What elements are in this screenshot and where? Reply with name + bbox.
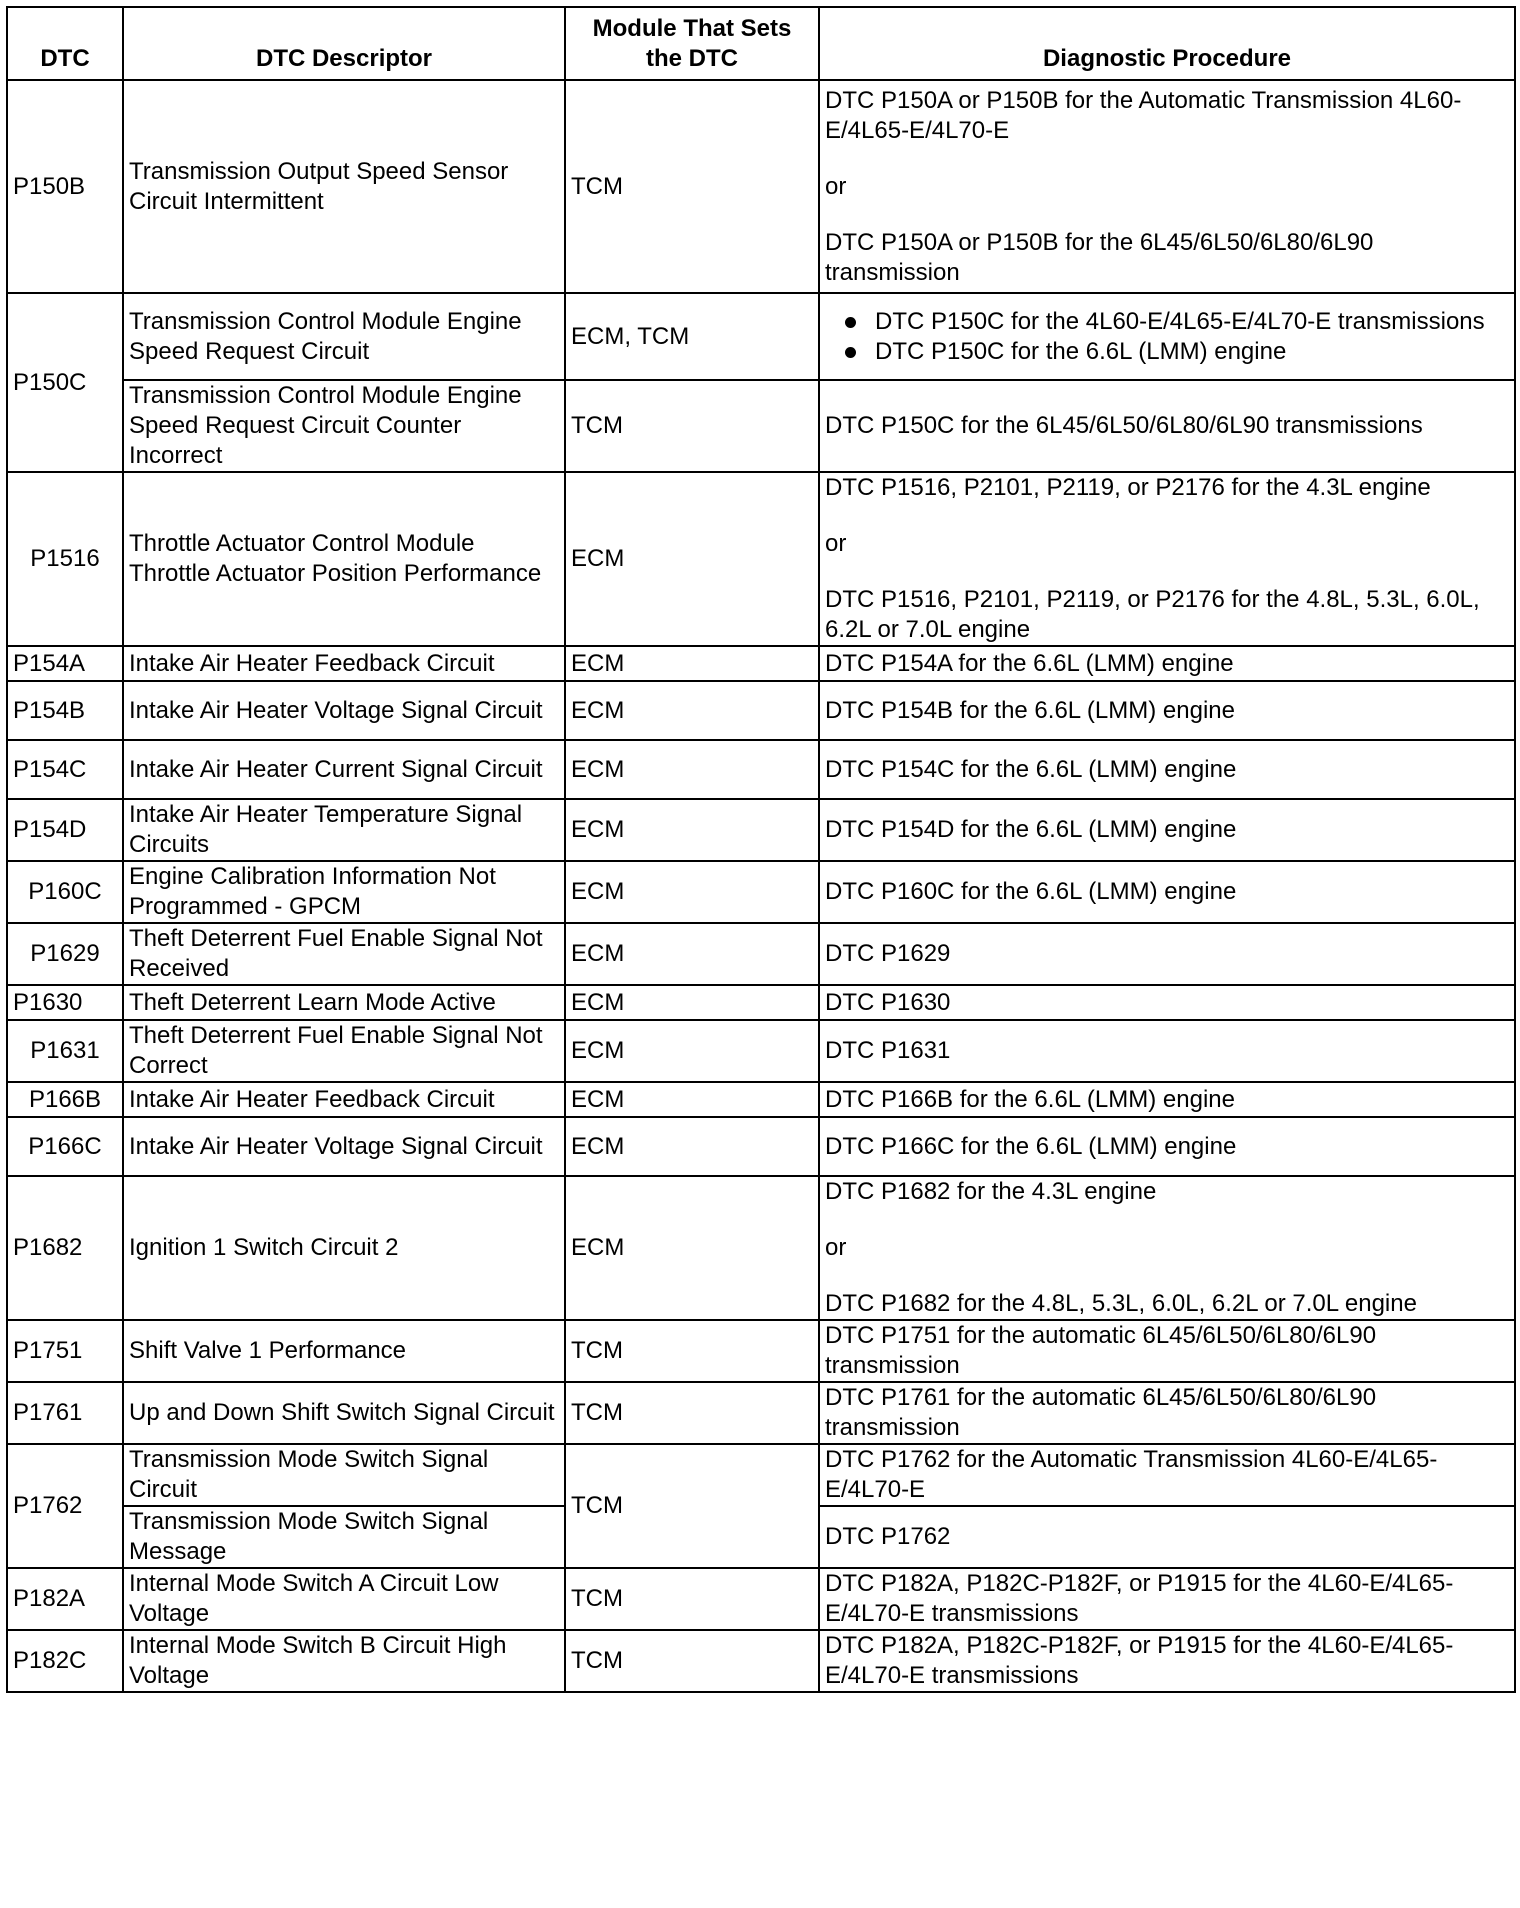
table-row xyxy=(7,293,1515,380)
header-dtc: DTC xyxy=(7,7,123,80)
table-row xyxy=(7,740,1515,799)
table-row xyxy=(7,80,1515,293)
dtc-module: TCM xyxy=(565,380,819,472)
dtc-module: TCM xyxy=(565,1630,819,1692)
diagnostic-procedure xyxy=(819,861,1515,923)
header-module: Module That Sets the DTC xyxy=(565,7,819,80)
table-row xyxy=(7,1444,1515,1506)
dtc-code: P160C xyxy=(7,861,123,923)
diagnostic-procedure xyxy=(819,740,1515,799)
dtc-code: P1631 xyxy=(7,1020,123,1082)
dtc-code: P1751 xyxy=(7,1320,123,1382)
dtc-code: P182A xyxy=(7,1568,123,1630)
dtc-module: ECM xyxy=(565,646,819,681)
dtc-descriptor: Internal Mode Switch A Circuit Low Voltage xyxy=(123,1568,565,1630)
dtc-code: P166C xyxy=(7,1117,123,1176)
or-text: or xyxy=(825,172,847,200)
procedure-link[interactable]: DTC P150C for the 6L45/6L50/6L80/6L90 transmissions xyxy=(825,412,1423,439)
procedure-link[interactable]: DTC P154C for the 6.6L (LMM) engine xyxy=(825,755,1237,783)
dtc-code: P1682 xyxy=(7,1176,123,1320)
dtc-module: ECM xyxy=(565,985,819,1020)
procedure-link[interactable]: DTC P1762 xyxy=(825,1523,951,1550)
dtc-module: TCM xyxy=(565,1320,819,1382)
dtc-descriptor: Up and Down Shift Switch Signal Circuit xyxy=(123,1382,565,1444)
table-row xyxy=(7,923,1515,985)
diagnostic-procedure xyxy=(819,1630,1515,1692)
dtc-document xyxy=(6,6,1514,1693)
procedure-link[interactable]: DTC P1682 for the 4.8L, 5.3L, 6.0L, 6.2L or 7.0L engine xyxy=(825,1290,1417,1317)
table-row xyxy=(7,681,1515,740)
procedure-link[interactable]: DTC P1516, P2101, P2119, or P2176 for the 4.8L, 5.3L, 6.0L, 6.2L or 7.0L engine xyxy=(825,586,1480,643)
procedure-link[interactable]: DTC P154A for the 6.6L (LMM) engine xyxy=(825,649,1234,677)
table-row xyxy=(7,1176,1515,1320)
dtc-descriptor: Intake Air Heater Temperature Signal Circuits xyxy=(123,799,565,861)
or-text: or xyxy=(825,530,847,557)
or-text: or xyxy=(825,1234,847,1261)
table-row xyxy=(7,1020,1515,1082)
procedure-link[interactable]: DTC P1516, P2101, P2119, or P2176 for the 4.3L engine xyxy=(825,474,1431,501)
dtc-module: ECM xyxy=(565,861,819,923)
dtc-module: ECM xyxy=(565,1117,819,1176)
dtc-module: TCM xyxy=(565,1382,819,1444)
dtc-code: P154A xyxy=(7,646,123,681)
procedure-link[interactable]: DTC P160C for the 6.6L (LMM) engine xyxy=(825,878,1237,905)
procedure-bullet-list xyxy=(825,307,1509,367)
diagnostic-procedure xyxy=(819,923,1515,985)
diagnostic-procedure xyxy=(819,1176,1515,1320)
diagnostic-procedure xyxy=(819,1082,1515,1117)
procedure-link[interactable]: DTC P1629 xyxy=(825,940,951,967)
dtc-module: ECM xyxy=(565,799,819,861)
procedure-link[interactable]: DTC P1761 for the automatic 6L45/6L50/6L80/6L90 transmission xyxy=(825,1384,1377,1441)
dtc-code: P182C xyxy=(7,1630,123,1692)
dtc-code: P154D xyxy=(7,799,123,861)
diagnostic-procedure xyxy=(819,380,1515,472)
dtc-module: ECM xyxy=(565,472,819,646)
dtc-module: ECM xyxy=(565,740,819,799)
dtc-descriptor: Transmission Control Module Engine Speed Request Circuit Counter Incorrect xyxy=(123,380,565,472)
procedure-link[interactable]: DTC P1630 xyxy=(825,988,951,1016)
procedure-link[interactable]: DTC P1762 for the Automatic Transmission 4L60-E/4L65-E/4L70-E xyxy=(825,1446,1438,1503)
procedure-link[interactable]: DTC P150C for the 6.6L (LMM) engine xyxy=(875,337,1509,367)
diagnostic-procedure xyxy=(819,1506,1515,1568)
table-row xyxy=(7,861,1515,923)
diagnostic-procedure xyxy=(819,681,1515,740)
dtc-code: P154C xyxy=(7,740,123,799)
procedure-link[interactable]: DTC P154B for the 6.6L (LMM) engine xyxy=(825,696,1235,724)
dtc-descriptor: Transmission Control Module Engine Speed Request Circuit xyxy=(123,293,565,380)
dtc-code: P150C xyxy=(7,293,123,472)
dtc-code: P154B xyxy=(7,681,123,740)
diagnostic-procedure xyxy=(819,1444,1515,1506)
dtc-code: P166B xyxy=(7,1082,123,1117)
diagnostic-procedure xyxy=(819,1117,1515,1176)
dtc-module: TCM xyxy=(565,1444,819,1568)
table-row xyxy=(7,1082,1515,1117)
dtc-module: ECM xyxy=(565,923,819,985)
table-row xyxy=(7,799,1515,861)
diagnostic-procedure xyxy=(819,646,1515,681)
table-row xyxy=(7,1382,1515,1444)
dtc-descriptor: Intake Air Heater Current Signal Circuit xyxy=(123,740,565,799)
header-descriptor: DTC Descriptor xyxy=(123,7,565,80)
procedure-link[interactable]: DTC P154D for the 6.6L (LMM) engine xyxy=(825,816,1237,843)
table-row xyxy=(7,1117,1515,1176)
diagnostic-procedure xyxy=(819,985,1515,1020)
table-row xyxy=(7,985,1515,1020)
dtc-descriptor: Shift Valve 1 Performance xyxy=(123,1320,565,1382)
dtc-descriptor: Intake Air Heater Feedback Circuit xyxy=(123,1082,565,1117)
dtc-module: ECM xyxy=(565,1082,819,1117)
diagnostic-procedure xyxy=(819,293,1515,380)
dtc-descriptor: Engine Calibration Information Not Programmed - GPCM xyxy=(123,861,565,923)
dtc-descriptor: Ignition 1 Switch Circuit 2 xyxy=(123,1176,565,1320)
dtc-descriptor: Transmission Output Speed Sensor Circuit Intermittent xyxy=(123,80,565,293)
procedure-link[interactable]: DTC P1751 for the automatic 6L45/6L50/6L80/6L90 transmission xyxy=(825,1322,1377,1379)
header-procedure: Diagnostic Procedure xyxy=(819,7,1515,80)
dtc-descriptor: Transmission Mode Switch Signal Circuit xyxy=(123,1444,565,1506)
procedure-link[interactable]: DTC P1682 for the 4.3L engine xyxy=(825,1178,1157,1205)
diagnostic-procedure xyxy=(819,799,1515,861)
dtc-descriptor: Intake Air Heater Voltage Signal Circuit xyxy=(123,1117,565,1176)
dtc-descriptor: Intake Air Heater Voltage Signal Circuit xyxy=(123,681,565,740)
table-header-row xyxy=(7,7,1515,80)
table-row xyxy=(7,646,1515,681)
dtc-descriptor: Theft Deterrent Fuel Enable Signal Not Received xyxy=(123,923,565,985)
table-row xyxy=(7,1320,1515,1382)
dtc-descriptor: Theft Deterrent Fuel Enable Signal Not Correct xyxy=(123,1020,565,1082)
dtc-descriptor: Transmission Mode Switch Signal Message xyxy=(123,1506,565,1568)
dtc-code: P150B xyxy=(7,80,123,293)
dtc-descriptor: Intake Air Heater Feedback Circuit xyxy=(123,646,565,681)
dtc-descriptor: Throttle Actuator Control Module Throttle Actuator Position Performance xyxy=(123,472,565,646)
dtc-module: ECM, TCM xyxy=(565,293,819,380)
diagnostic-procedure xyxy=(819,80,1515,293)
dtc-descriptor: Theft Deterrent Learn Mode Active xyxy=(123,985,565,1020)
table-row xyxy=(7,1568,1515,1630)
procedure-link[interactable]: DTC P166C for the 6.6L (LMM) engine xyxy=(825,1132,1237,1160)
dtc-code: P1630 xyxy=(7,985,123,1020)
dtc-code: P1761 xyxy=(7,1382,123,1444)
diagnostic-procedure xyxy=(819,1382,1515,1444)
diagnostic-procedure xyxy=(819,1568,1515,1630)
diagnostic-procedure xyxy=(819,1020,1515,1082)
dtc-module: TCM xyxy=(565,1568,819,1630)
procedure-link[interactable]: DTC P150C for the 4L60-E/4L65-E/4L70-E transmissions xyxy=(875,307,1509,337)
diagnostic-procedure xyxy=(819,1320,1515,1382)
dtc-module: ECM xyxy=(565,681,819,740)
dtc-code: P1762 xyxy=(7,1444,123,1568)
procedure-link[interactable]: DTC P166B for the 6.6L (LMM) engine xyxy=(825,1085,1235,1113)
dtc-table xyxy=(6,6,1516,1693)
procedure-link[interactable]: DTC P150A or P150B for the 6L45/6L50/6L80/6L90 transmission xyxy=(825,228,1374,286)
diagnostic-procedure xyxy=(819,472,1515,646)
dtc-code: P1516 xyxy=(7,472,123,646)
dtc-module: TCM xyxy=(565,80,819,293)
procedure-link[interactable]: DTC P150A or P150B for the Automatic Transmission 4L60-E/4L65-E/4L70-E xyxy=(825,86,1462,144)
procedure-link[interactable]: DTC P182A, P182C-P182F, or P1915 for the 4L60-E/4L65-E/4L70-E transmissions xyxy=(825,1632,1454,1689)
table-row xyxy=(7,380,1515,472)
procedure-link[interactable]: DTC P182A, P182C-P182F, or P1915 for the 4L60-E/4L65-E/4L70-E transmissions xyxy=(825,1570,1454,1627)
dtc-module: ECM xyxy=(565,1020,819,1082)
dtc-code: P1629 xyxy=(7,923,123,985)
table-row xyxy=(7,1630,1515,1692)
table-row xyxy=(7,472,1515,646)
dtc-module: ECM xyxy=(565,1176,819,1320)
dtc-descriptor: Internal Mode Switch B Circuit High Voltage xyxy=(123,1630,565,1692)
procedure-link[interactable]: DTC P1631 xyxy=(825,1037,951,1064)
